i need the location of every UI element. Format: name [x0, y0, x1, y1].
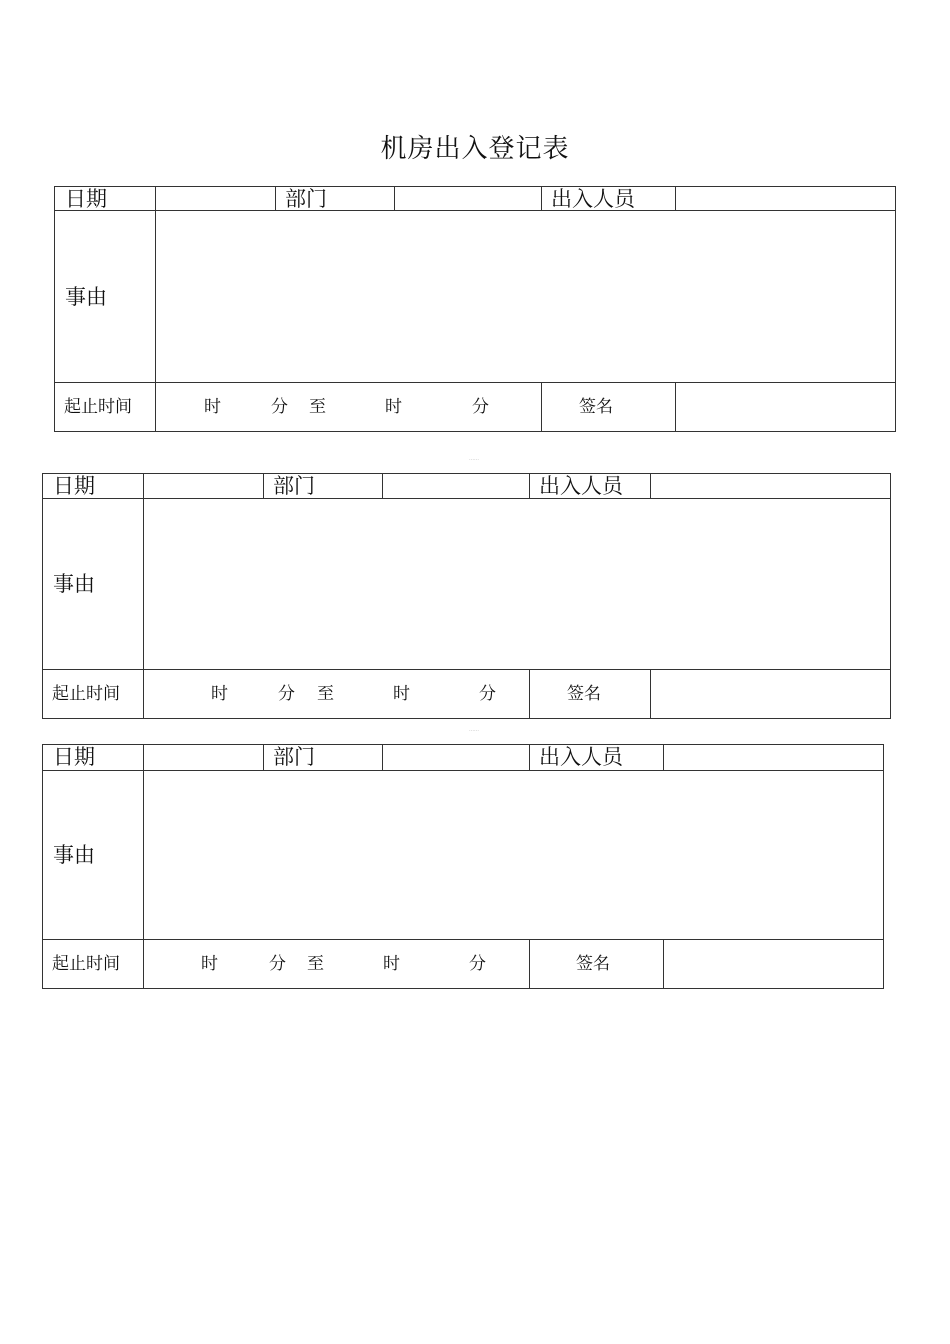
department-label: 部门 — [273, 745, 315, 769]
time-range-label: 起止时间 — [52, 954, 120, 974]
time-range-label: 起止时间 — [52, 684, 120, 704]
start-hour-label: 时 — [201, 954, 218, 974]
signature-label: 签名 — [579, 397, 613, 417]
reason-field[interactable] — [144, 499, 891, 669]
time-range-label: 起止时间 — [64, 397, 132, 417]
personnel-label: 出入人员 — [539, 474, 623, 498]
signature-field[interactable] — [664, 940, 884, 989]
department-field[interactable] — [383, 745, 529, 770]
personnel-field[interactable] — [676, 187, 896, 210]
end-hour-label: 时 — [393, 684, 410, 704]
signature-label: 签名 — [567, 684, 601, 704]
reason-label: 事由 — [53, 843, 95, 867]
start-hour-label: 时 — [211, 684, 228, 704]
department-field[interactable] — [395, 187, 541, 210]
start-minute-label: 分 — [278, 684, 295, 704]
start-minute-label: 分 — [271, 397, 288, 417]
to-label: 至 — [307, 954, 324, 974]
separator: …… — [469, 727, 479, 733]
personnel-label: 出入人员 — [539, 745, 623, 769]
signature-field[interactable] — [676, 383, 896, 432]
date-field[interactable] — [144, 474, 263, 498]
date-field[interactable] — [144, 745, 263, 770]
date-field[interactable] — [156, 187, 275, 210]
end-hour-label: 时 — [385, 397, 402, 417]
start-minute-label: 分 — [269, 954, 286, 974]
to-label: 至 — [317, 684, 334, 704]
start-hour-label: 时 — [204, 397, 221, 417]
page-title: 机房出入登记表 — [380, 134, 570, 164]
reason-label: 事由 — [53, 572, 95, 596]
to-label: 至 — [309, 397, 326, 417]
date-label: 日期 — [53, 745, 95, 769]
entry-form-2 — [42, 473, 891, 719]
department-label: 部门 — [285, 187, 327, 211]
reason-field[interactable] — [156, 211, 896, 382]
department-label: 部门 — [273, 474, 315, 498]
date-label: 日期 — [53, 474, 95, 498]
personnel-field[interactable] — [664, 745, 884, 770]
personnel-field[interactable] — [651, 474, 891, 498]
separator: …… — [469, 456, 479, 462]
end-minute-label: 分 — [469, 954, 486, 974]
department-field[interactable] — [383, 474, 529, 498]
end-hour-label: 时 — [383, 954, 400, 974]
reason-field[interactable] — [144, 771, 884, 939]
end-minute-label: 分 — [472, 397, 489, 417]
signature-label: 签名 — [576, 954, 610, 974]
end-minute-label: 分 — [479, 684, 496, 704]
entry-form-1 — [54, 186, 896, 432]
signature-field[interactable] — [651, 670, 891, 719]
personnel-label: 出入人员 — [551, 187, 635, 211]
date-label: 日期 — [65, 187, 107, 211]
entry-form-3 — [42, 744, 884, 989]
reason-label: 事由 — [65, 285, 107, 309]
